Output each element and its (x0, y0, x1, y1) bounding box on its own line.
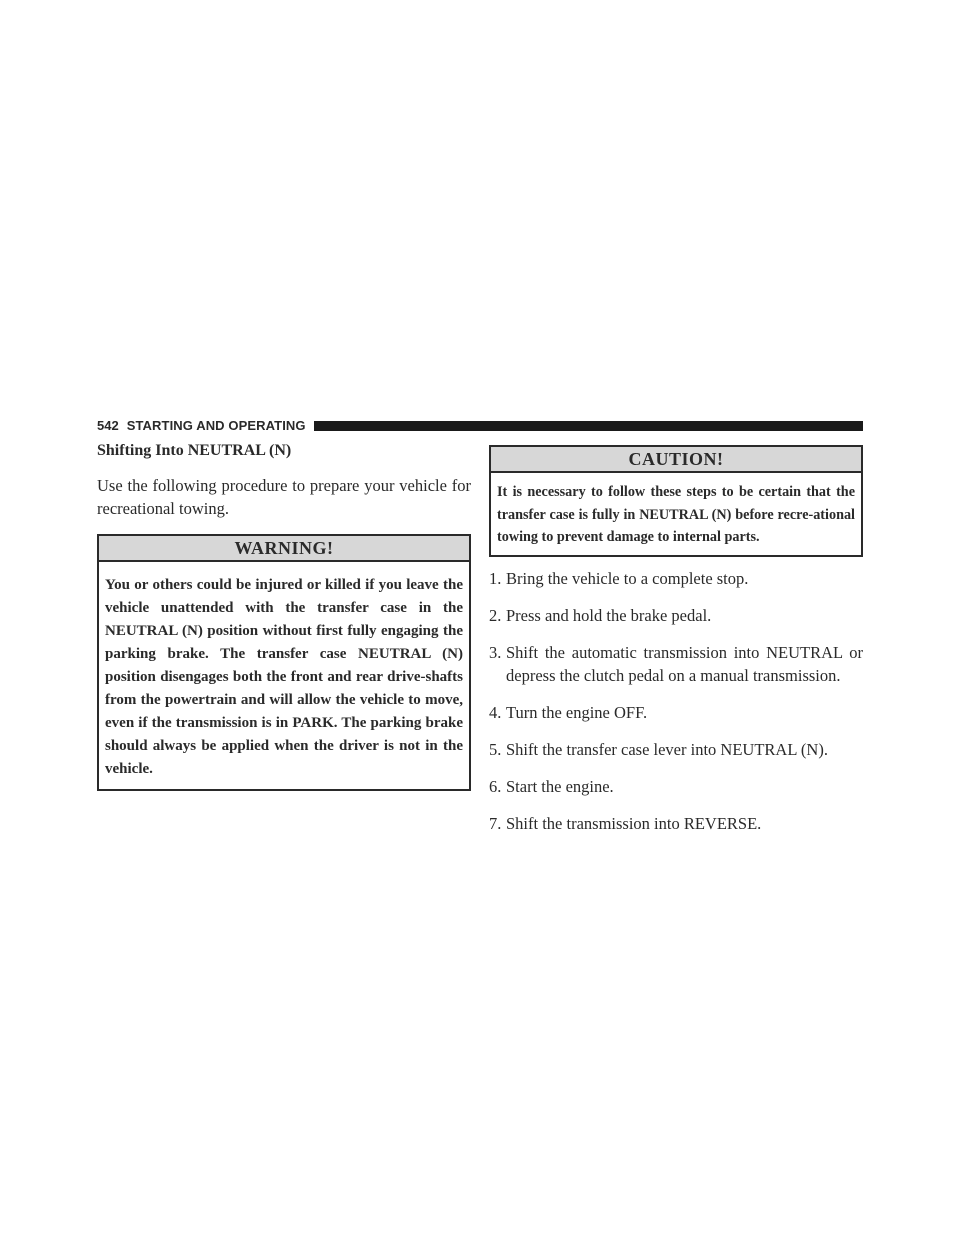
step-text: Turn the engine OFF. (506, 702, 648, 722)
step-text: Bring the vehicle to a complete stop. (506, 568, 749, 588)
step-number: 3. (489, 642, 502, 662)
left-column (97, 440, 471, 791)
list-item (489, 567, 863, 590)
intro-paragraph: Use the following procedure to prepare your vehicle for recreational towing. (97, 476, 471, 518)
warning-title: WARNING! (99, 536, 469, 562)
step-number: 7. (489, 813, 502, 833)
header-rule (314, 421, 863, 431)
list-item (489, 812, 863, 835)
step-text: Shift the automatic transmission into NEUTRAL or depress the clutch pedal on a manual transmission. (506, 642, 863, 685)
warning-body: You or others could be injured or killed if you leave the vehicle unattended with the transfer case in the NEUTRAL (N) position without first fully engaging the parking brake. The transfer case NEUTRAL (N) position disengages both the front and rear drive-shafts from the powertrain and will allow the vehicle to move, even if the transmission is in PARK. The parking brake should always be applied when the driver is not in the vehicle. (105, 577, 463, 777)
section-title: STARTING AND OPERATING (126, 418, 306, 433)
step-text: Press and hold the brake pedal. (506, 605, 712, 625)
list-item (489, 738, 863, 761)
caution-box (489, 445, 863, 557)
caution-title: CAUTION! (491, 447, 861, 473)
list-item (489, 775, 863, 798)
right-column (489, 445, 863, 849)
caution-body: It is necessary to follow these steps to be certain that the transfer case is fully in NEUTRAL (N) before recre-ational towing to prevent damage to internal parts. (497, 484, 855, 545)
list-item (489, 701, 863, 724)
step-number: 1. (489, 568, 502, 588)
step-text: Start the engine. (506, 776, 614, 796)
step-number: 6. (489, 776, 502, 796)
list-item (489, 641, 863, 687)
page-header (97, 419, 863, 433)
step-text: Shift the transfer case lever into NEUTRAL (N). (506, 739, 828, 759)
procedure-steps (489, 567, 863, 835)
step-text: Shift the transmission into REVERSE. (506, 813, 762, 833)
step-number: 5. (489, 739, 502, 759)
step-number: 4. (489, 702, 502, 722)
section-heading: Shifting Into NEUTRAL (N) (97, 442, 292, 459)
list-item (489, 604, 863, 627)
warning-box (97, 534, 471, 791)
page-number: 542 (97, 418, 119, 433)
step-number: 2. (489, 605, 502, 625)
